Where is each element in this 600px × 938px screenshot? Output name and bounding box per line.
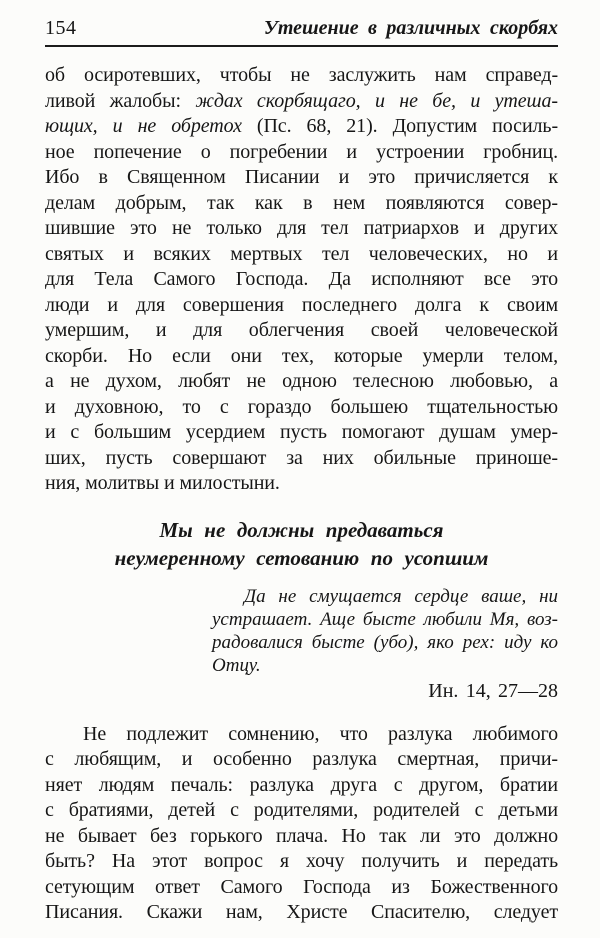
- text-line: Да не смущается сердце ваше, ни: [244, 585, 558, 607]
- epigraph-text: [212, 585, 558, 677]
- section-heading: [45, 516, 558, 572]
- running-header: [45, 16, 558, 47]
- text-line: и с большим усердием пусть помогают душам умер-: [45, 421, 558, 443]
- text-line: с братиями, детей с родителями, родителей с детьми: [45, 799, 558, 821]
- text-line: ния, молитвы и милостыни.: [45, 472, 280, 494]
- epigraph-reference: Ин. 14, 27—28: [428, 679, 558, 702]
- page-number: 154: [45, 17, 77, 39]
- text-line: святых и всяких мертвых тел человеческих, но и: [45, 242, 558, 265]
- text-line: и духовною, то с гораздо большею тщательностью: [45, 395, 558, 418]
- text-line: ющих, и не обретох (Пс. 68, 21). Допустим посиль-: [45, 115, 559, 137]
- text-line: сетующим ответ Самого Господа из Божественного: [45, 875, 558, 898]
- text-line: скорби. Но если они тех, которые умерли телом,: [45, 344, 558, 367]
- text-line: ших, пусть совершают за них обильные приноше-: [45, 446, 558, 469]
- text-line: устрашает. Аще бысте любили Мя, воз-: [212, 608, 558, 630]
- paragraph-2: [45, 722, 558, 926]
- epigraph: [212, 585, 558, 703]
- text-line: няет людям печаль: разлука друга с другом, братии: [45, 773, 558, 796]
- text-line: об осиротевших, чтобы не заслужить нам справед-: [45, 64, 558, 86]
- text-line: шившие это не только для тел патриархов и других: [45, 217, 558, 239]
- text-line: а не духом, любят не одною телесною любовью, а: [45, 370, 558, 392]
- text-line: быть? На этот вопрос я хочу получить и передать: [45, 850, 558, 872]
- text-line: Ибо в Священном Писании и это причисляется к: [45, 166, 558, 188]
- section-heading-line-2: неумеренному сетованию по усопшим: [114, 545, 489, 570]
- text-line: делам добрым, так как в нем появляются совер-: [45, 191, 558, 214]
- paragraph-1: [45, 63, 558, 497]
- text-line: умершим, и для облегчения своей человеческой: [45, 319, 558, 341]
- text-line: с любящим, и особенно разлука смертная, причи-: [45, 748, 558, 770]
- text-line: радовалися бысте (убо), яко рех: иду ко: [212, 631, 558, 653]
- text-line: Не подлежит сомнению, что разлука любимого: [83, 722, 558, 745]
- text-line: для Тела Самого Господа. Да исполняют все это: [45, 268, 558, 290]
- section-heading-line-1: Мы не должны предаваться: [159, 517, 444, 542]
- text-line: ное попечение о погребении и устроении гробниц.: [45, 140, 558, 163]
- text-line: не бывает без горького плача. Но так ли это должно: [45, 824, 558, 847]
- text-line: люди и для совершения последнего долга к своим: [45, 293, 558, 316]
- text-line: ливой жалобы: ждах скорбящаго, и не бе, и утеша-: [45, 89, 558, 112]
- running-title: Утешение в различных скорбях: [263, 17, 558, 39]
- text-line: Писания. Скажи нам, Христе Спасителю, следует: [45, 901, 558, 923]
- text-line: Отцу.: [212, 654, 261, 676]
